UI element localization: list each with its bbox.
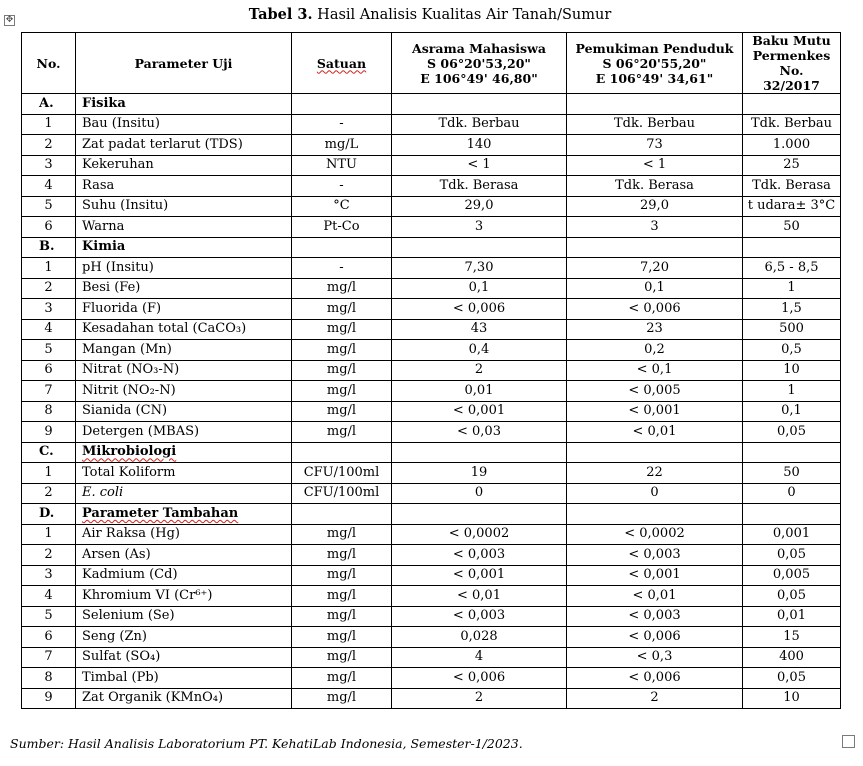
cell-asrama: 4 <box>392 647 567 668</box>
empty-cell <box>292 442 392 463</box>
cell-param: pH (Insitu) <box>76 258 292 279</box>
cell-no: 4 <box>22 319 76 340</box>
cell-asrama: 29,0 <box>392 196 567 217</box>
cell-baku-mutu: 0,1 <box>743 401 841 422</box>
cell-baku-mutu: 1,5 <box>743 299 841 320</box>
cell-baku-mutu: 10 <box>743 688 841 709</box>
table-body <box>22 94 841 709</box>
cell-satuan: mg/l <box>292 524 392 545</box>
table-row <box>22 196 841 217</box>
cell-no: 3 <box>22 565 76 586</box>
cell-param: Nitrit (NO₂-N) <box>76 381 292 402</box>
cell-pemukiman: 22 <box>567 463 743 484</box>
empty-cell <box>567 237 743 258</box>
cell-satuan: mg/l <box>292 627 392 648</box>
cell-asrama: < 0,003 <box>392 606 567 627</box>
caption-label: Tabel 3. <box>248 6 313 23</box>
cell-satuan: NTU <box>292 155 392 176</box>
cell-baku-mutu: 0,05 <box>743 422 841 443</box>
cell-no: 2 <box>22 278 76 299</box>
table-row <box>22 278 841 299</box>
cell-no: 4 <box>22 586 76 607</box>
cell-pemukiman: < 1 <box>567 155 743 176</box>
caption-text: Hasil Analisis Kualitas Air Tanah/Sumur <box>317 7 612 23</box>
table-row <box>22 606 841 627</box>
cell-baku-mutu: 400 <box>743 647 841 668</box>
cell-no: 1 <box>22 114 76 135</box>
section-title: Mikrobiologi <box>82 444 177 460</box>
cell-satuan: mg/l <box>292 647 392 668</box>
cell-asrama: 140 <box>392 135 567 156</box>
cell-param: Nitrat (NO₃-N) <box>76 360 292 381</box>
cell-asrama: 0,028 <box>392 627 567 648</box>
cell-baku-mutu: 50 <box>743 463 841 484</box>
empty-cell <box>743 442 841 463</box>
table-row <box>22 360 841 381</box>
cell-param: Kesadahan total (CaCO₃) <box>76 319 292 340</box>
cell-asrama: 0,4 <box>392 340 567 361</box>
cell-baku-mutu: 0,01 <box>743 606 841 627</box>
cell-pemukiman: < 0,001 <box>567 401 743 422</box>
table-row <box>22 319 841 340</box>
cell-param: Zat padat terlarut (TDS) <box>76 135 292 156</box>
cell-no: 6 <box>22 217 76 238</box>
cell-pemukiman: 3 <box>567 217 743 238</box>
cell-param: Detergen (MBAS) <box>76 422 292 443</box>
cell-satuan: mg/l <box>292 586 392 607</box>
cell-satuan: mg/l <box>292 278 392 299</box>
cell-no: 6 <box>22 360 76 381</box>
cell-pemukiman: < 0,003 <box>567 545 743 566</box>
cell-param: Bau (Insitu) <box>76 114 292 135</box>
cell-pemukiman: < 0,001 <box>567 565 743 586</box>
cell-baku-mutu: Tdk. Berasa <box>743 176 841 197</box>
table-row <box>22 217 841 238</box>
table-row <box>22 524 841 545</box>
empty-cell <box>392 442 567 463</box>
cell-no: 1 <box>22 463 76 484</box>
cell-baku-mutu: 0,001 <box>743 524 841 545</box>
water-quality-table <box>21 32 841 709</box>
cell-param: Timbal (Pb) <box>76 668 292 689</box>
cell-asrama: 2 <box>392 688 567 709</box>
cell-pemukiman: 7,20 <box>567 258 743 279</box>
cell-param: Mangan (Mn) <box>76 340 292 361</box>
cell-baku-mutu: 15 <box>743 627 841 648</box>
table-row <box>22 668 841 689</box>
header-asrama-lat: S 06°20'53,20" <box>427 55 531 71</box>
cell-no: 5 <box>22 196 76 217</box>
cell-satuan: mg/l <box>292 422 392 443</box>
table-row <box>22 545 841 566</box>
table-row <box>22 688 841 709</box>
cell-pemukiman: 0,2 <box>567 340 743 361</box>
section-title-cell <box>76 94 292 115</box>
cell-satuan: mg/l <box>292 668 392 689</box>
cell-satuan: mg/l <box>292 319 392 340</box>
header-baku-mutu-1: Baku Mutu <box>752 33 831 48</box>
cell-asrama: < 0,006 <box>392 299 567 320</box>
table-row <box>22 565 841 586</box>
cell-baku-mutu: 50 <box>743 217 841 238</box>
header-satuan <box>292 33 392 94</box>
cell-asrama: 3 <box>392 217 567 238</box>
source-note: Sumber: Hasil Analisis Laboratorium PT. KehatiLab Indonesia, Semester-1/2023. <box>10 736 523 751</box>
cell-no: 3 <box>22 299 76 320</box>
cell-param: Fluorida (F) <box>76 299 292 320</box>
cell-baku-mutu: 500 <box>743 319 841 340</box>
header-baku-mutu <box>743 33 841 94</box>
table-row <box>22 340 841 361</box>
table-header-row <box>22 33 841 94</box>
cell-pemukiman: < 0,3 <box>567 647 743 668</box>
cell-satuan: mg/l <box>292 401 392 422</box>
header-pemukiman-lat: S 06°20'55,20" <box>602 55 707 71</box>
cell-pemukiman: < 0,005 <box>567 381 743 402</box>
empty-cell <box>567 94 743 115</box>
cell-pemukiman: < 0,006 <box>567 668 743 689</box>
table-resize-handle[interactable] <box>842 735 855 748</box>
cell-no: 9 <box>22 688 76 709</box>
cell-pemukiman: < 0,1 <box>567 360 743 381</box>
cell-asrama: < 0,0002 <box>392 524 567 545</box>
section-title: Kimia <box>82 239 126 255</box>
cell-satuan: mg/l <box>292 360 392 381</box>
cell-no: 2 <box>22 135 76 156</box>
cell-param: Besi (Fe) <box>76 278 292 299</box>
cell-satuan: CFU/100ml <box>292 483 392 504</box>
empty-cell <box>292 94 392 115</box>
cell-baku-mutu: 1 <box>743 278 841 299</box>
cell-asrama: 2 <box>392 360 567 381</box>
cell-satuan: mg/l <box>292 606 392 627</box>
cell-baku-mutu: 0,05 <box>743 545 841 566</box>
cell-baku-mutu: Tdk. Berbau <box>743 114 841 135</box>
section-letter: A. <box>22 94 76 115</box>
table-caption <box>0 6 860 24</box>
cell-asrama: 7,30 <box>392 258 567 279</box>
cell-baku-mutu: t udara± 3°C <box>743 196 841 217</box>
cell-param: Suhu (Insitu) <box>76 196 292 217</box>
section-letter: C. <box>22 442 76 463</box>
header-asrama-lon: E 106°49' 46,80" <box>420 70 538 86</box>
empty-cell <box>292 237 392 258</box>
cell-asrama: Tdk. Berbau <box>392 114 567 135</box>
cell-param: Sianida (CN) <box>76 401 292 422</box>
header-no: No. <box>22 33 76 94</box>
section-title: Fisika <box>82 95 126 111</box>
cell-asrama: Tdk. Berasa <box>392 176 567 197</box>
cell-satuan: CFU/100ml <box>292 463 392 484</box>
cell-pemukiman: Tdk. Berasa <box>567 176 743 197</box>
cell-param: Kekeruhan <box>76 155 292 176</box>
table-row <box>22 258 841 279</box>
cell-param: Air Raksa (Hg) <box>76 524 292 545</box>
cell-satuan: - <box>292 258 392 279</box>
cell-param: E. coli <box>76 483 292 504</box>
table-row <box>22 463 841 484</box>
section-row <box>22 237 841 258</box>
empty-cell <box>743 94 841 115</box>
cell-satuan: - <box>292 114 392 135</box>
cell-pemukiman: 29,0 <box>567 196 743 217</box>
cell-asrama: 0 <box>392 483 567 504</box>
cell-satuan: Pt-Co <box>292 217 392 238</box>
cell-param: Total Koliform <box>76 463 292 484</box>
table-row <box>22 155 841 176</box>
section-letter: D. <box>22 504 76 525</box>
table-row <box>22 586 841 607</box>
section-letter: B. <box>22 237 76 258</box>
empty-cell <box>392 94 567 115</box>
cell-no: 7 <box>22 381 76 402</box>
section-row <box>22 442 841 463</box>
table-row <box>22 401 841 422</box>
empty-cell <box>743 504 841 525</box>
cell-pemukiman: < 0,003 <box>567 606 743 627</box>
section-row <box>22 504 841 525</box>
cell-no: 7 <box>22 647 76 668</box>
section-title: Parameter Tambahan <box>82 505 239 521</box>
cell-param: Arsen (As) <box>76 545 292 566</box>
cell-satuan: mg/l <box>292 565 392 586</box>
cell-asrama: < 0,001 <box>392 401 567 422</box>
header-pemukiman <box>567 33 743 94</box>
cell-no: 9 <box>22 422 76 443</box>
cell-param: Warna <box>76 217 292 238</box>
empty-cell <box>567 442 743 463</box>
cell-param: Rasa <box>76 176 292 197</box>
cell-no: 5 <box>22 340 76 361</box>
cell-satuan: mg/L <box>292 135 392 156</box>
cell-satuan: mg/l <box>292 545 392 566</box>
cell-satuan: mg/l <box>292 381 392 402</box>
cell-pemukiman: Tdk. Berbau <box>567 114 743 135</box>
cell-satuan: mg/l <box>292 688 392 709</box>
cell-no: 4 <box>22 176 76 197</box>
table-row <box>22 627 841 648</box>
header-asrama-name: Asrama Mahasiswa <box>412 40 546 56</box>
header-asrama <box>392 33 567 94</box>
header-baku-mutu-3: 32/2017 <box>763 78 820 93</box>
cell-satuan: °C <box>292 196 392 217</box>
cell-baku-mutu: 0,05 <box>743 668 841 689</box>
cell-baku-mutu: 0,05 <box>743 586 841 607</box>
cell-baku-mutu: 6,5 - 8,5 <box>743 258 841 279</box>
empty-cell <box>567 504 743 525</box>
empty-cell <box>392 504 567 525</box>
cell-param: Zat Organik (KMnO₄) <box>76 688 292 709</box>
cell-no: 5 <box>22 606 76 627</box>
table-row <box>22 176 841 197</box>
table-row <box>22 135 841 156</box>
cell-param: Khromium VI (Cr⁶⁺) <box>76 586 292 607</box>
cell-asrama: 0,01 <box>392 381 567 402</box>
cell-no: 6 <box>22 627 76 648</box>
cell-no: 2 <box>22 483 76 504</box>
cell-no: 1 <box>22 258 76 279</box>
cell-pemukiman: 0 <box>567 483 743 504</box>
cell-baku-mutu: 0,005 <box>743 565 841 586</box>
cell-baku-mutu: 10 <box>743 360 841 381</box>
cell-pemukiman: < 0,0002 <box>567 524 743 545</box>
cell-asrama: < 1 <box>392 155 567 176</box>
cell-asrama: < 0,006 <box>392 668 567 689</box>
header-baku-mutu-2: Permenkes No. <box>752 48 831 78</box>
cell-pemukiman: < 0,006 <box>567 299 743 320</box>
cell-no: 2 <box>22 545 76 566</box>
cell-pemukiman: < 0,01 <box>567 422 743 443</box>
header-pemukiman-name: Pemukiman Penduduk <box>575 40 734 56</box>
cell-asrama: 43 <box>392 319 567 340</box>
cell-satuan: mg/l <box>292 299 392 320</box>
cell-satuan: mg/l <box>292 340 392 361</box>
cell-pemukiman: < 0,006 <box>567 627 743 648</box>
cell-asrama: 19 <box>392 463 567 484</box>
cell-pemukiman: < 0,01 <box>567 586 743 607</box>
section-title-cell <box>76 504 292 525</box>
cell-param: Sulfat (SO₄) <box>76 647 292 668</box>
cell-pemukiman: 0,1 <box>567 278 743 299</box>
table-row <box>22 647 841 668</box>
move-cross-icon: ✥ <box>5 15 14 25</box>
section-title-cell <box>76 237 292 258</box>
table-row <box>22 483 841 504</box>
cell-no: 1 <box>22 524 76 545</box>
cell-no: 8 <box>22 401 76 422</box>
header-satuan-text: Satuan <box>316 55 367 71</box>
cell-pemukiman: 2 <box>567 688 743 709</box>
cell-baku-mutu: 1 <box>743 381 841 402</box>
cell-satuan: - <box>292 176 392 197</box>
cell-param: Kadmium (Cd) <box>76 565 292 586</box>
table-row <box>22 381 841 402</box>
empty-cell <box>392 237 567 258</box>
cell-asrama: < 0,003 <box>392 545 567 566</box>
cell-pemukiman: 73 <box>567 135 743 156</box>
section-row <box>22 94 841 115</box>
section-title-cell <box>76 442 292 463</box>
table-row <box>22 422 841 443</box>
cell-baku-mutu: 0,5 <box>743 340 841 361</box>
header-param: Parameter Uji <box>76 33 292 94</box>
header-pemukiman-lon: E 106°49' 34,61" <box>595 70 714 86</box>
cell-param: Seng (Zn) <box>76 627 292 648</box>
empty-cell <box>743 237 841 258</box>
cell-asrama: < 0,03 <box>392 422 567 443</box>
cell-asrama: 0,1 <box>392 278 567 299</box>
cell-param: Selenium (Se) <box>76 606 292 627</box>
empty-cell <box>292 504 392 525</box>
cell-pemukiman: 23 <box>567 319 743 340</box>
cell-no: 3 <box>22 155 76 176</box>
cell-no: 8 <box>22 668 76 689</box>
cell-baku-mutu: 1.000 <box>743 135 841 156</box>
cell-asrama: < 0,01 <box>392 586 567 607</box>
cell-baku-mutu: 0 <box>743 483 841 504</box>
cell-asrama: < 0,001 <box>392 565 567 586</box>
cell-baku-mutu: 25 <box>743 155 841 176</box>
table-row <box>22 114 841 135</box>
table-row <box>22 299 841 320</box>
